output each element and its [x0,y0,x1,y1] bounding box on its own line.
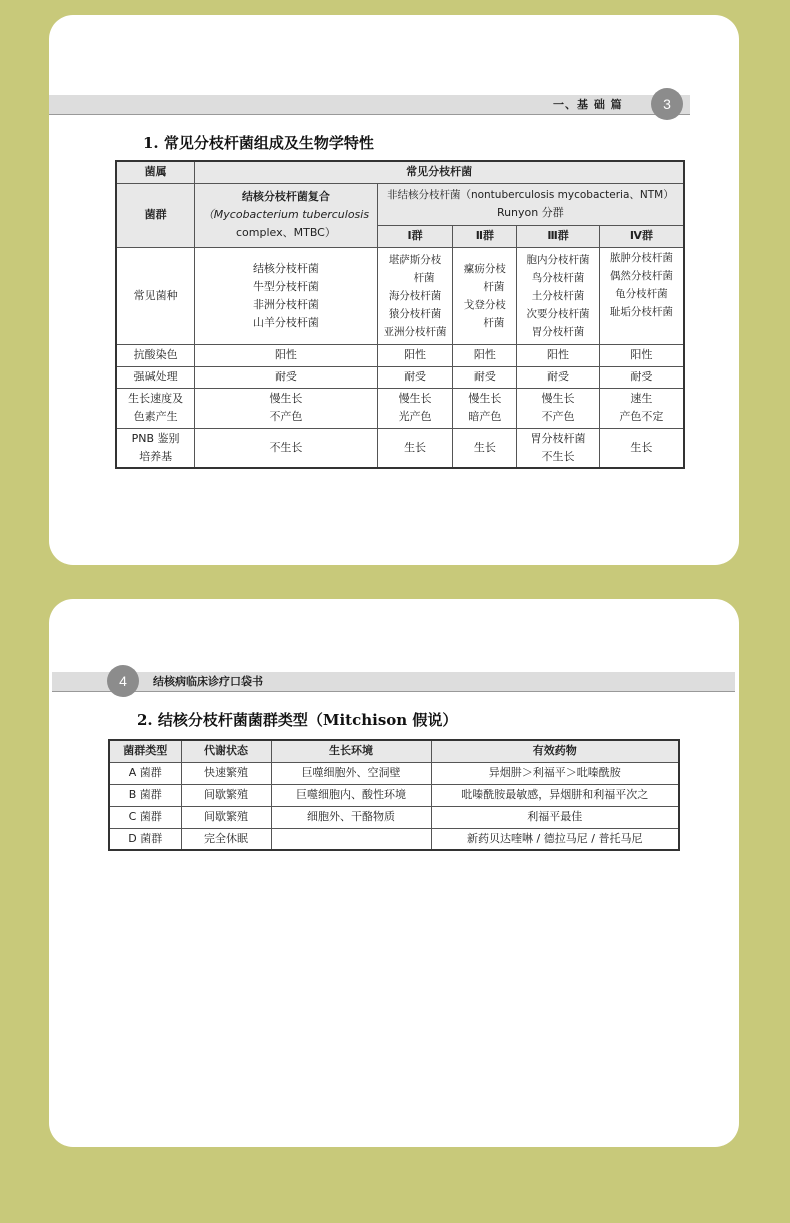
row-label: 强碱处理 [116,366,195,388]
genus-label: 菌属 [116,161,195,183]
page-card-4 [49,599,739,1147]
species-label: 常见菌种 [116,247,195,344]
species-group-3: 胞内分枝杆菌 鸟分枝杆菌 土分枝杆菌 次要分枝杆菌 胃分枝杆菌 [517,247,600,344]
table-row [109,784,679,806]
bacterial-groups-table [108,739,680,851]
page-header-title: 结核病临床诊疗口袋书 [153,675,263,688]
row-label: 生长速度及 色素产生 [116,388,195,428]
cell: 异烟肼＞利福平＞吡嗪酰胺 [431,762,679,784]
col-header: 菌群类型 [109,740,181,762]
section-title: 2. 结核分枝杆菌菌群类型（Mitchison 假说） [137,711,458,729]
cell: 慢生长 不产色 [195,388,378,428]
page-number-badge: 4 [107,665,139,697]
cell: 慢生长 光产色 [377,388,453,428]
runyon-group-3: Ⅲ群 [517,225,600,247]
cell: 阳性 [599,344,684,366]
cell: 完全休眠 [181,828,271,850]
cell: 速生 产色不定 [599,388,684,428]
cell: 阳性 [195,344,378,366]
table-row [109,806,679,828]
runyon-group-1: Ⅰ群 [377,225,453,247]
cell: 耐受 [599,366,684,388]
section-title: 1. 常见分枝杆菌组成及生物学特性 [143,134,374,152]
cell: B 菌群 [109,784,181,806]
cell: 巨噬细胞外、空洞壁 [271,762,431,784]
genus-value: 常见分枝杆菌 [195,161,684,183]
cell: 间歇繁殖 [181,784,271,806]
cell: C 菌群 [109,806,181,828]
runyon-group-2: Ⅱ群 [453,225,517,247]
ntm-header: 非结核分枝杆菌（nontuberculosis mycobacteria、NTM） Runyon 分群 [377,183,684,225]
mtbc-header: 结核分枝杆菌复合 （Mycobacterium tuberculosis complex、MTBC） [195,183,378,247]
col-header: 生长环境 [271,740,431,762]
cell: 阳性 [377,344,453,366]
cell: 慢生长 暗产色 [453,388,517,428]
species-group-4: 脓肿分枝杆菌 偶然分枝杆菌 龟分枝杆菌 耻垢分枝杆菌 [599,247,684,344]
col-header: 有效药物 [431,740,679,762]
cell: A 菌群 [109,762,181,784]
cell: 快速繁殖 [181,762,271,784]
cell: 巨噬细胞内、酸性环境 [271,784,431,806]
cell: 细胞外、干酪物质 [271,806,431,828]
cell: 阳性 [453,344,517,366]
cell: 生长 [377,428,453,468]
cell: 间歇繁殖 [181,806,271,828]
cell: 慢生长 不产色 [517,388,600,428]
cell: 利福平最佳 [431,806,679,828]
cell: 阳性 [517,344,600,366]
cell: 新药贝达喹啉 / 德拉马尼 / 普托马尼 [431,828,679,850]
cell: 耐受 [517,366,600,388]
cell: 耐受 [195,366,378,388]
cell: 耐受 [377,366,453,388]
species-group-1: 堪萨斯分枝 杆菌 海分枝杆菌 猿分枝杆菌 亚洲分枝杆菌 [377,247,453,344]
row-label: 抗酸染色 [116,344,195,366]
cell: 胃分枝杆菌 不生长 [517,428,600,468]
cell: 生长 [453,428,517,468]
runyon-group-4: Ⅳ群 [599,225,684,247]
page-number-badge: 3 [651,88,683,120]
col-header: 代谢状态 [181,740,271,762]
cell: 耐受 [453,366,517,388]
cell: 不生长 [195,428,378,468]
row-label: PNB 鉴别 培养基 [116,428,195,468]
page-card-3 [49,15,739,565]
mycobacteria-table [115,160,685,469]
cell: D 菌群 [109,828,181,850]
species-mtbc: 结核分枝杆菌 牛型分枝杆菌 非洲分枝杆菌 山羊分枝杆菌 [195,247,378,344]
cell [271,828,431,850]
cell: 生长 [599,428,684,468]
group-label: 菌群 [116,183,195,247]
table-row [109,762,679,784]
cell: 吡嗪酰胺最敏感，异烟肼和利福平次之 [431,784,679,806]
page-header-title: 一、基 础 篇 [553,98,623,111]
species-group-2: 瘰疬分枝 杆菌 戈登分枝 杆菌 [453,247,517,344]
table-row [109,828,679,850]
